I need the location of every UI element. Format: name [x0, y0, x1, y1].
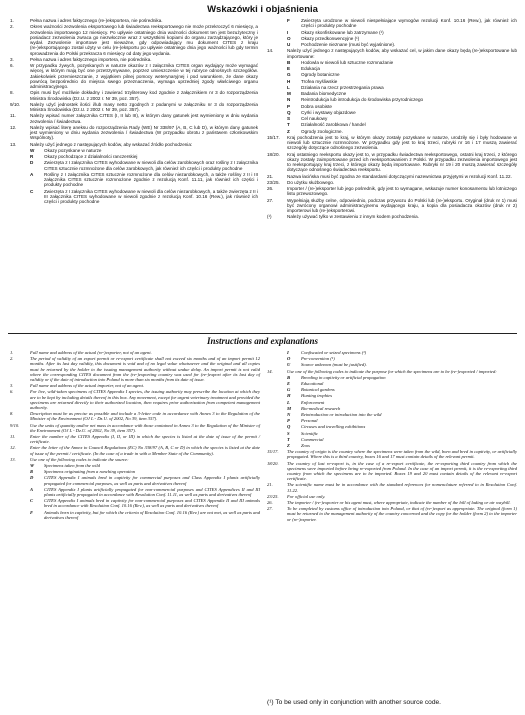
item-number: 21.: [267, 173, 274, 179]
item-number: 27.: [267, 197, 274, 203]
item-number: 23/25.: [267, 179, 280, 185]
code-letter: O: [287, 35, 291, 41]
code-letter: R: [30, 469, 34, 475]
item-text: Full name and address of the actual importer, not of an agent.: [30, 383, 145, 389]
code-description: Breeding in captivity or artificial propagation: [301, 374, 386, 380]
code-description: Specimens originating from a ranching operation: [44, 469, 136, 475]
instruction-item: [267, 174, 517, 179]
code-entry: [287, 356, 517, 361]
item-number: 14.: [267, 48, 274, 54]
code-letter: G: [287, 387, 291, 393]
code-description: Enforcement: [301, 399, 325, 405]
code-entry: [287, 36, 517, 41]
code-entry: [30, 487, 260, 497]
code-letter: Z: [287, 443, 290, 449]
instruction-item: [10, 356, 260, 382]
code-description: Cel naukowy: [301, 116, 328, 121]
item-number: 15/17.: [267, 134, 280, 140]
instruction-item: [10, 57, 258, 62]
code-letter: B: [287, 374, 291, 380]
code-letter: O: [287, 356, 291, 362]
code-description: Ogrody zoologiczne.: [301, 128, 343, 134]
code-letter: N: [287, 412, 291, 418]
item-text: Full name and address of the actual (re-)exporter, not of an agent.: [30, 350, 152, 355]
instruction-item: [10, 90, 258, 101]
code-entry: [287, 110, 517, 115]
instruction-item: [10, 18, 258, 23]
code-letter: E: [287, 381, 291, 387]
item-number: 14.: [267, 368, 273, 374]
code-letter: M: [287, 91, 291, 96]
code-description: Hodowla w niewoli lub sztuczne rozmnażanie: [301, 59, 394, 65]
item-text: Należy użyć jednostek ilości i/lub masy netto zgodnych z podanymi w załączniku nr 3 do rozporządzenia Ministra Środowiska (Dz.U. z 2002 r. Nr 39, poz. 357).: [30, 101, 258, 112]
item-number: 2.: [10, 24, 14, 30]
instruction-item: [267, 506, 517, 522]
item-number: 8.: [10, 90, 14, 96]
item-number: 26.: [267, 186, 274, 191]
item-number: 3.: [10, 383, 14, 389]
english-footnote: [267, 699, 517, 706]
item-number: 18/20.: [267, 151, 280, 157]
item-number: 12.: [10, 445, 16, 451]
code-entry: [30, 189, 258, 205]
item-text: Kraj pochodzenia jest to kraj, w którym okazy zostały pozyskane w naturze, urodziły się i były hodowane w niewoli lub sztucznie rozmnożone. W przypadku gdy jest to kraj trzeci, rubryki nr 16 i 17 muszą zawierać szczegóły dotyczące odnośnego zezwolenia.: [287, 134, 517, 151]
footnote-text: To be used only in conjunction with another source code.: [275, 699, 441, 706]
instruction-item: [267, 152, 517, 173]
item-text: For official use only.: [287, 493, 326, 499]
item-text: Enter the letter of the Annex to Council Regulations (EC) No 338/97 (A, B, C or D) in which the species is listed at the date of issue of the permit / certificate. (In the case of a trade in with a Member State of the Community).: [30, 445, 260, 456]
code-entry: [287, 375, 517, 380]
code-entry: [30, 160, 258, 171]
english-right-column: [267, 350, 517, 523]
item-text: Use one of the following codes to indicate the purpose for which the specimens are to be (re-)exported / imported:: [287, 368, 497, 374]
item-text: Pełna nazwa i adres faktycznego (re-)eksportera, nie pośrednika.: [30, 18, 163, 23]
instruction-item: [10, 24, 258, 56]
code-entry: [287, 437, 517, 442]
code-description: Edukacja: [301, 66, 320, 71]
code-entry: [287, 443, 517, 448]
item-number: 8.: [10, 411, 14, 417]
instruction-item: [267, 214, 517, 219]
code-entry: [287, 42, 517, 47]
code-entry: [287, 97, 517, 102]
code-description: CITES Appendix I plants artificially propagated for non-commercial purposes and CITES Appendices II and III plants artificially propagated in accordance with Resolution Conf. 11.11, as well as parts and derivatives thereof: [44, 486, 260, 498]
item-text: Nazwa łacińska musi być zgodna ze standardami dotyczącymi nazewnictwa przyjętymi w rezolucji Konf. 11.22.: [287, 173, 512, 179]
item-text: For live, wild-taken specimens of CITES Appendix I species, the issuing authority may prescribe the location at which they are to be kept by including details thereof in this box. Any movement, except for urgent veterinary treatment and provided the specimens are returned directly to their authorized location, then requires prior authorization from competent management authority.: [30, 389, 260, 411]
instruction-item: [10, 411, 260, 421]
code-description: Animals born in captivity, but for which the criteria of Resolution Conf. 10.16 (Rev.) are not met, as well as parts and derivatives thereof: [44, 509, 260, 520]
code-letter: U: [287, 362, 291, 368]
item-number: 12.: [10, 124, 17, 130]
code-letter: B: [287, 59, 291, 65]
code-description: Commercial: [301, 436, 324, 442]
code-description: Zwierzęta z I załącznika CITES wyhodowane w niewoli dla celów zarobkowych oraz rośliny z I załącznika CITES sztucznie rozmnożone dla celów zarobkowych, jak również ich części i produkty pochodne: [44, 160, 258, 171]
code-entry: [30, 172, 258, 188]
code-letter: Q: [287, 424, 291, 430]
code-letter: G: [287, 72, 291, 78]
item-number: 13.: [10, 141, 17, 147]
item-number: 9/10.: [10, 101, 21, 107]
code-letter: Z: [287, 128, 290, 134]
code-letter: F: [30, 509, 34, 515]
item-text: The scientific name must be in accordance with the standard references for nomenclature referred to in Resolution Conf. 11.22.: [287, 482, 517, 493]
code-entry: [287, 85, 517, 90]
item-number: 1.: [10, 350, 14, 355]
code-entry: [287, 18, 517, 29]
code-description: Hunting trophies: [301, 393, 333, 399]
instruction-item: [10, 63, 258, 89]
instruction-item: [10, 350, 260, 355]
item-text: Use one of the following codes to indicate the source:: [30, 456, 129, 462]
item-text: Okres ważności zezwolenia eksportowego lub świadectwa reeksportowego nie może przekroczyć 6 miesięcy, a zezwolenia importowego 12 miesięcy. Po upływie ostatniego dnia ważności dokument ten jest bezużyteczny i posiadacz zezwolenia zwraca go niezwłocznie wraz z wszystkimi kopiami do organu zarządzającego, który je wydał. Zezwolenie importowe jest nieważne, gdy odpowiadający mu dokument CITES z kraju (re-)eksportującego został użyty w celu (re-)eksportu po upływie ostatniego dnia jego ważności lub gdy termin sprowadzenia do Polski przekracza 6 miesięcy od daty jego wydania.: [30, 24, 258, 56]
code-entry: [287, 362, 517, 367]
code-description: Bio-medical research: [301, 405, 341, 411]
code-entry: [287, 424, 517, 429]
code-entry: [287, 393, 517, 398]
code-entry: [30, 498, 260, 508]
code-entry: [287, 387, 517, 392]
code-description: Okazy skonfiskowane lub zatrzymane (¹): [301, 29, 384, 35]
instruction-item: [10, 113, 258, 124]
instruction-item: [10, 383, 260, 388]
code-description: Scientific: [301, 430, 319, 436]
code-description: Ogrody botaniczne: [301, 72, 340, 78]
item-text: The period of validity of an export permit or re-export certificate shall not exceed six months and of an import permit 12 months. After its last day validity, this document is void and of no legal value whatsoever and the original and all copies must be returned by the holder to the issuing management authority without undue delay. An import permit is not valid where the corresponding CITES document from the (re-)exporting country was used for (re-)export after its last day of validity or if the date of introduction into Poland is more than six months from its date of issue.: [30, 356, 260, 383]
code-description: Cyrki i wystawy objazdowe: [301, 109, 356, 115]
code-letter: S: [287, 430, 290, 436]
polish-right-column: [267, 18, 517, 221]
code-entry: [30, 463, 260, 468]
item-text: Należy wpisać literę aneksu do rozporządzenia Rady (WE) Nr 338/97 (A, B, C lub D), w którym dany gatunek jest wymieniony w dniu wydania zezwolenia / świadectwa (W przypadku obrotu z państwem członkowskim Wspólnoty).: [30, 124, 258, 141]
instruction-item: [267, 135, 517, 151]
code-letter: H: [287, 393, 291, 399]
item-text: The country of origin is the country where the specimens were taken from the wild, born and bred in captivity, or artificially propagated. Where this is a third country, boxes 16 and 17 must contain details of the relevant permit.: [287, 449, 517, 460]
item-number: 3.: [10, 56, 14, 62]
section-divider: [8, 333, 517, 334]
instruction-item: [10, 423, 260, 433]
code-entry: [287, 104, 517, 109]
code-description: Okazy pozyskane w naturze: [44, 147, 102, 153]
instruction-item: [10, 142, 258, 147]
code-letter: Q: [287, 109, 291, 115]
code-letter: T: [287, 122, 290, 128]
code-letter: N: [287, 97, 291, 103]
instruction-item: [10, 389, 260, 410]
footnote-mark: (¹): [267, 699, 274, 706]
code-entry: [287, 431, 517, 436]
code-letter: E: [287, 66, 291, 71]
code-entry: [287, 116, 517, 121]
item-number: (¹): [267, 214, 272, 220]
instruction-item: [267, 482, 517, 492]
code-entry: [287, 79, 517, 84]
code-description: Reintrodukcja lub introdukcja do środowiska przyrodniczego: [301, 97, 424, 103]
code-entry: [287, 381, 517, 386]
code-letter: C: [30, 188, 34, 194]
item-number: 1.: [10, 18, 14, 23]
code-letter: S: [287, 116, 291, 121]
code-letter: H: [287, 78, 291, 84]
code-description: Działania na rzecz przestrzegania prawa: [301, 84, 384, 90]
item-text: Należy używać tylko w zestawieniu z innym kodem pochodzenia.: [287, 214, 420, 220]
code-entry: [287, 122, 517, 127]
code-description: Circuses and travelling exhibitions: [301, 424, 366, 430]
code-letter: W: [30, 147, 35, 153]
code-letter: L: [287, 399, 290, 405]
item-number: 26.: [267, 500, 273, 506]
instruction-item: [10, 457, 260, 462]
item-number: 23/25.: [267, 493, 279, 499]
code-entry: [287, 406, 517, 411]
code-entry: [287, 60, 517, 65]
item-number: 2.: [10, 356, 14, 362]
code-letter: F: [287, 18, 290, 23]
instruction-item: [267, 461, 517, 482]
code-description: Pre-convention (¹): [301, 356, 335, 362]
instruction-item: [10, 125, 258, 141]
item-text: Importer / (re-)eksporter lub jego pośrednik, gdy jest to wymagane, wskazuje numer konosamentu lub lotniczego listu przewozowego.: [287, 186, 517, 197]
code-entry: [287, 418, 517, 423]
code-letter: D: [30, 160, 34, 166]
item-text: Pełna nazwa i adres faktycznego importera, nie pośrednika.: [30, 56, 152, 62]
code-letter: C: [30, 498, 34, 504]
code-letter: I: [287, 29, 289, 35]
polish-left-column: [10, 18, 258, 205]
code-letter: P: [287, 418, 290, 424]
polish-title: Wskazówki i objaśnienia: [207, 4, 318, 15]
instruction-item: [267, 369, 517, 374]
item-text: Enter the number of the CITES Appendix (I, II, or III) in which the species is listed at the date of issue of the permit / certificate.: [30, 434, 260, 445]
item-text: The importer / (re-)exporter or his agent must, where appropriate, indicate the number of the bill of lading or air waybill.: [287, 500, 511, 506]
instruction-item: [267, 198, 517, 214]
code-letter: A: [30, 486, 34, 492]
instruction-item: [267, 494, 517, 499]
item-number: 6.: [10, 389, 14, 395]
instruction-item: [267, 500, 517, 505]
item-number: 18/20.: [267, 460, 279, 466]
item-number: 13.: [10, 456, 16, 462]
code-description: CITES Appendix I animals bred in captivity for commercial purposes and Class Appendix I plants artificially propagated for commercial purposes, as well as parts and derivatives thereof: [44, 475, 260, 486]
code-description: Source unknown (must be justified).: [301, 362, 367, 368]
instruction-item: [10, 102, 258, 113]
code-letter: L: [287, 84, 290, 90]
code-entry: [287, 30, 517, 35]
code-entry: [287, 91, 517, 96]
code-entry: [287, 129, 517, 134]
code-letter: U: [287, 42, 291, 47]
code-entry: [287, 72, 517, 77]
code-letter: R: [30, 154, 34, 159]
code-entry: [287, 400, 517, 405]
code-description: Badania biomedyczne: [301, 91, 347, 96]
code-letter: W: [30, 463, 35, 469]
code-description: Dobra osobiste: [301, 103, 332, 109]
item-text: To be completed by customs office of introduction into Poland, or that of (re-)export as appropriate. The original (form 1) must be returned to the management authority of the country concerned and the copy for the holder (form 2) to the importer or (re-)exporter.: [287, 506, 517, 522]
instruction-item: [267, 48, 517, 59]
instruction-item: [10, 434, 260, 444]
code-description: Trofea myśliwskie: [301, 78, 338, 84]
code-letter: P: [287, 103, 291, 109]
code-description: Confiscated or seized specimens (¹): [301, 350, 367, 355]
code-description: Działalność zarobkowa / handel: [301, 122, 366, 128]
code-entry: [30, 148, 258, 153]
code-letter: D: [30, 475, 34, 481]
english-title: Instructions and explanations: [206, 336, 319, 346]
code-letter: T: [287, 436, 290, 442]
code-entry: [287, 66, 517, 71]
code-entry: [30, 469, 260, 474]
code-description: Okazy pochodzące z działalności ranczerskiej: [44, 154, 138, 159]
item-text: Description must be as precise as possible and include a 3-letter code in accordance with Annex 3 to the Regulation of the Minister of the Environment (OJ L - Dz.U. of 2002, No 39, item 357).: [30, 411, 260, 422]
instruction-item: [267, 186, 517, 197]
code-description: Zoos: [301, 443, 310, 449]
code-entry: [30, 510, 260, 520]
code-letter: I: [287, 350, 289, 355]
item-text: Należy wpisać numer załącznika CITES (I, II lub III), w którym dany gatunek jest wymieniony w dniu wydania zezwolenia / świadectwa.: [30, 113, 258, 124]
code-description: Rośliny z I załącznika CITES sztucznie rozmnożone dla celów niezarobkowych, a także rośliny z II i III załącznika CITES sztucznie rozmnożone zgodnie z rezolucją Konf. 11.11, jak również ich części i produkty pochodne: [44, 171, 258, 188]
instruction-item: [10, 445, 260, 455]
code-description: Specimens taken from the wild: [44, 463, 100, 469]
code-entry: [287, 412, 517, 417]
item-text: The country of last re-export is, in the case of a re-export certificate, the re-exporting third country from which the specimens were imported before being re-exported from Poland. In the case of an import permit, it is the re-exporting third country from which the specimens are to be imported. Boxes 19 and 20 must contain details of the relevant re-export certificate.: [287, 460, 517, 482]
item-text: Kraj ostatniego reeksportu okazy jest to, w przypadku świadectwa reeksportowego, ostatni kraj trzeci, z którego okazy zostały zaimportowane przed ich reeksportowaniem z Polski. W przypadku zezwolenia importowego jest to reeksportujący kraj trzeci, z którego okazy będą importowane. Rubryki nr 19 i 20 muszą zawierać szczegóły dotyczące odnośnego świadectwa reeksportu.: [287, 151, 517, 173]
item-number: 11.: [10, 434, 16, 440]
item-text: Use the units of quantity and/or net mass in accordance with those contained in Annex 3 to the Regulation of the Minister of the Environment (OJ L - Dz.U. of 2002, No 39, item 357).: [30, 422, 260, 433]
instruction-item: [267, 180, 517, 185]
code-description: Botanical gardens: [301, 387, 335, 393]
item-text: Do użytku służbowego.: [287, 179, 335, 185]
item-number: 15/17.: [267, 449, 279, 455]
code-description: Zwierzęta z I załącznika CITES wyhodowane w niewoli dla celów niezarobkowych, a także zwierzęta z II i III załącznika CITES wyhodowane w niewoli zgodnie z rezolucją Konf. 10.16 (Rew.), jak również ich części i produkty pochodne: [44, 188, 258, 204]
code-description: Personal: [301, 418, 318, 424]
code-description: Reintroduction or introduction into the wild: [301, 412, 382, 418]
code-letter: A: [30, 171, 34, 177]
item-text: Należy użyć jednego z następujących kodów, aby wskazać źródło pochodzenia:: [30, 141, 193, 147]
code-entry: [287, 350, 517, 355]
code-letter: M: [287, 405, 292, 411]
code-entry: [30, 475, 260, 485]
code-description: Zwierzęta urodzone w niewoli niespełniające wymogów rezolucji Konf. 10.16 (Rew.), jak również ich części i produkty pochodne: [301, 18, 517, 29]
item-text: Opis musi być możliwie dokładny i zawierać trzyliterowy kod zgodnie z załącznikiem nr 3 do rozporządzenia Ministra Środowiska (Dz.U. z 2002 r. Nr 39, poz. 357).: [30, 90, 258, 101]
code-entry: [30, 154, 258, 159]
code-description: Pochodzenie nieznane (musi być wyjaśnione).: [301, 42, 396, 47]
item-text: Wypełniają służby celne, odpowiednio, podczas przywozu do Polski lub (re-)eksportu. Oryginał (druk nr 1) musi być zwrócony organowi administracyjnemu wydającego kraju, a kopia dla posiadacza okazów (druk nr 2) importerowi lub (re-)eksporterowi.: [287, 197, 517, 213]
code-description: Okazy przedkonwencyjne (¹): [301, 35, 360, 41]
item-text: Należy użyć jednego z następujących kodów, aby wskazać cel, w jakim dane okazy będą (re-)eksportowane lub importowane:: [287, 48, 517, 59]
code-description: Educational: [301, 381, 324, 387]
code-description: CITES Appendix I animals bred in captivity for non-commercial purposes and CITES Appendix II and III animals bred in accordance with Resolution Conf. 10.16 (Rev.), as well as parts and derivatives thereof: [44, 498, 260, 509]
item-number: 27.: [267, 506, 273, 512]
item-number: 9/10.: [10, 422, 20, 428]
instruction-item: [267, 449, 517, 459]
item-number: 21.: [267, 482, 273, 488]
english-left-column: [10, 350, 260, 521]
item-number: 11.: [10, 113, 17, 119]
item-number: 6.: [10, 63, 14, 68]
item-text: W przypadku żywych, pozyskanych w naturze okazów z I załącznika CITES organ wydający może wymagać więcej, w którym mają być one przetrzymywane, poprzez umieszczenie w tej rubryce odnośnych szczegółów. Jakiekolwiek przemieszczanie, z wyjątkiem pilnej pomocy weterynaryjnej i pod warunkiem, że dane okazy powrócą bezpośrednio do miejsca swego przeznaczenia, wymaga uprzedniej zgody właściwego organu administracyjnego.: [30, 63, 258, 89]
